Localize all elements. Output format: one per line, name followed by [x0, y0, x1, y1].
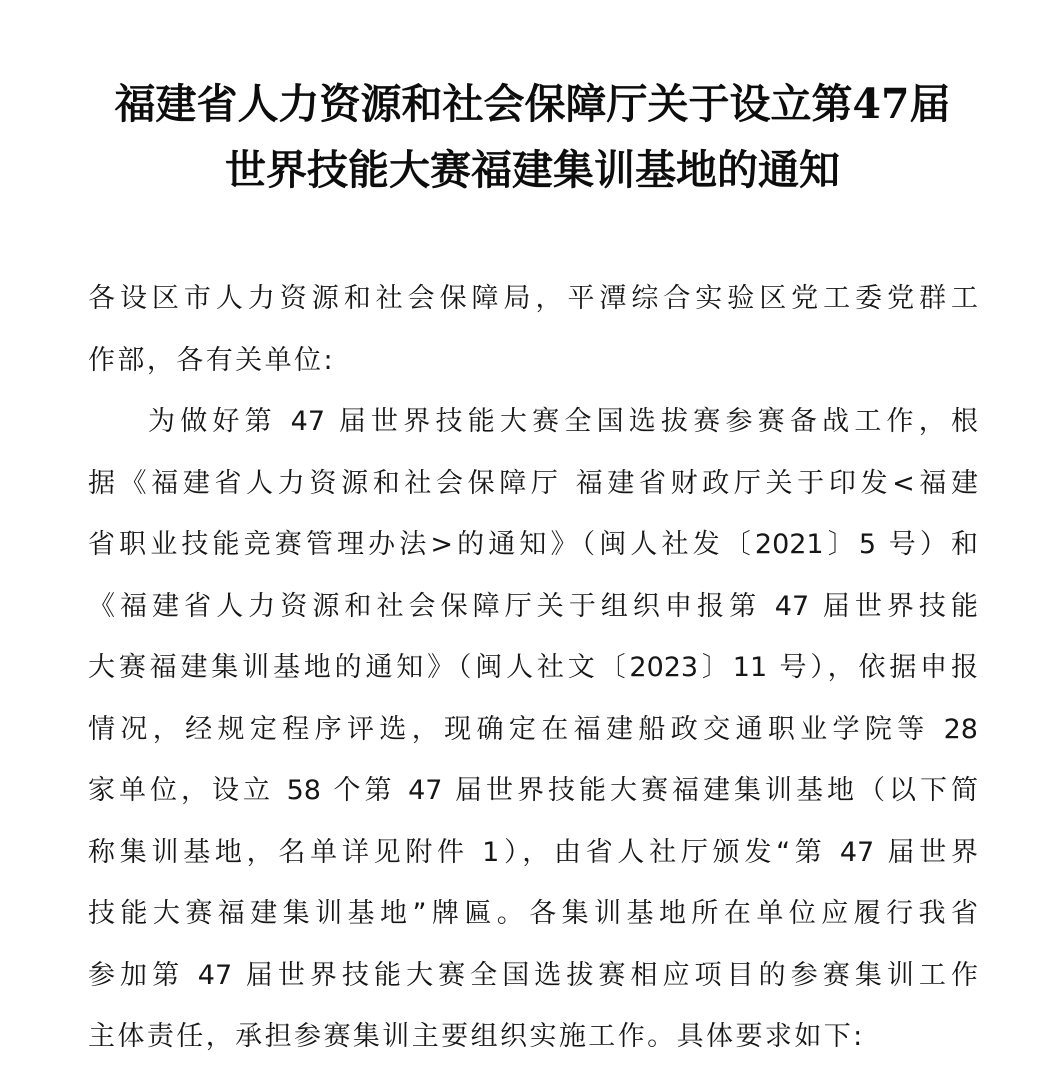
paragraph-line-6: 情况，经规定程序评选，现确定在福建船政交通职业学院等 28: [88, 713, 978, 745]
paragraph-line-10: 参加第 47 届世界技能大赛全国选拔赛相应项目的参赛集训工作: [88, 959, 978, 991]
paragraph-line-8: 称集训基地，名单详见附件 1），由省人社厅颁发“第 47 届世界: [88, 836, 978, 868]
paragraph-line-9: 技能大赛福建集训基地”牌匾。各集训基地所在单位应履行我省: [88, 898, 978, 929]
paragraph-line-7: 家单位，设立 58 个第 47 届世界技能大赛福建集训基地（以下简: [88, 775, 978, 806]
document-title-line-1: 福建省人力资源和社会保障厅关于设立第47届: [114, 80, 951, 128]
paragraph-line-1: 为做好第 47 届世界技能大赛全国选拔赛参赛备战工作，根: [148, 406, 978, 437]
addressee-line-2: 作部，各有关单位:: [88, 344, 335, 376]
paragraph-line-5: 大赛福建集训基地的通知》（闽人社文〔2023〕11 号），依据申报: [88, 652, 978, 683]
paragraph-line-11: 主体责任，承担参赛集训主要组织实施工作。具体要求如下:: [88, 1021, 865, 1052]
paragraph-line-3: 省职业技能竞赛管理办法>的通知》（闽人社发〔2021〕5 号）和: [88, 529, 978, 560]
paragraph-line-4: 《福建省人力资源和社会保障厅关于组织申报第 47 届世界技能: [88, 590, 978, 622]
paragraph-line-2: 据《福建省人力资源和社会保障厅 福建省财政厅关于印发<福建: [88, 467, 978, 499]
addressee-line-1: 各设区市人力资源和社会保障局，平潭综合实验区党工委党群工: [88, 283, 978, 314]
document-body: [88, 268, 978, 1068]
document-title-line-2: 世界技能大赛福建集训基地的通知: [225, 146, 840, 194]
